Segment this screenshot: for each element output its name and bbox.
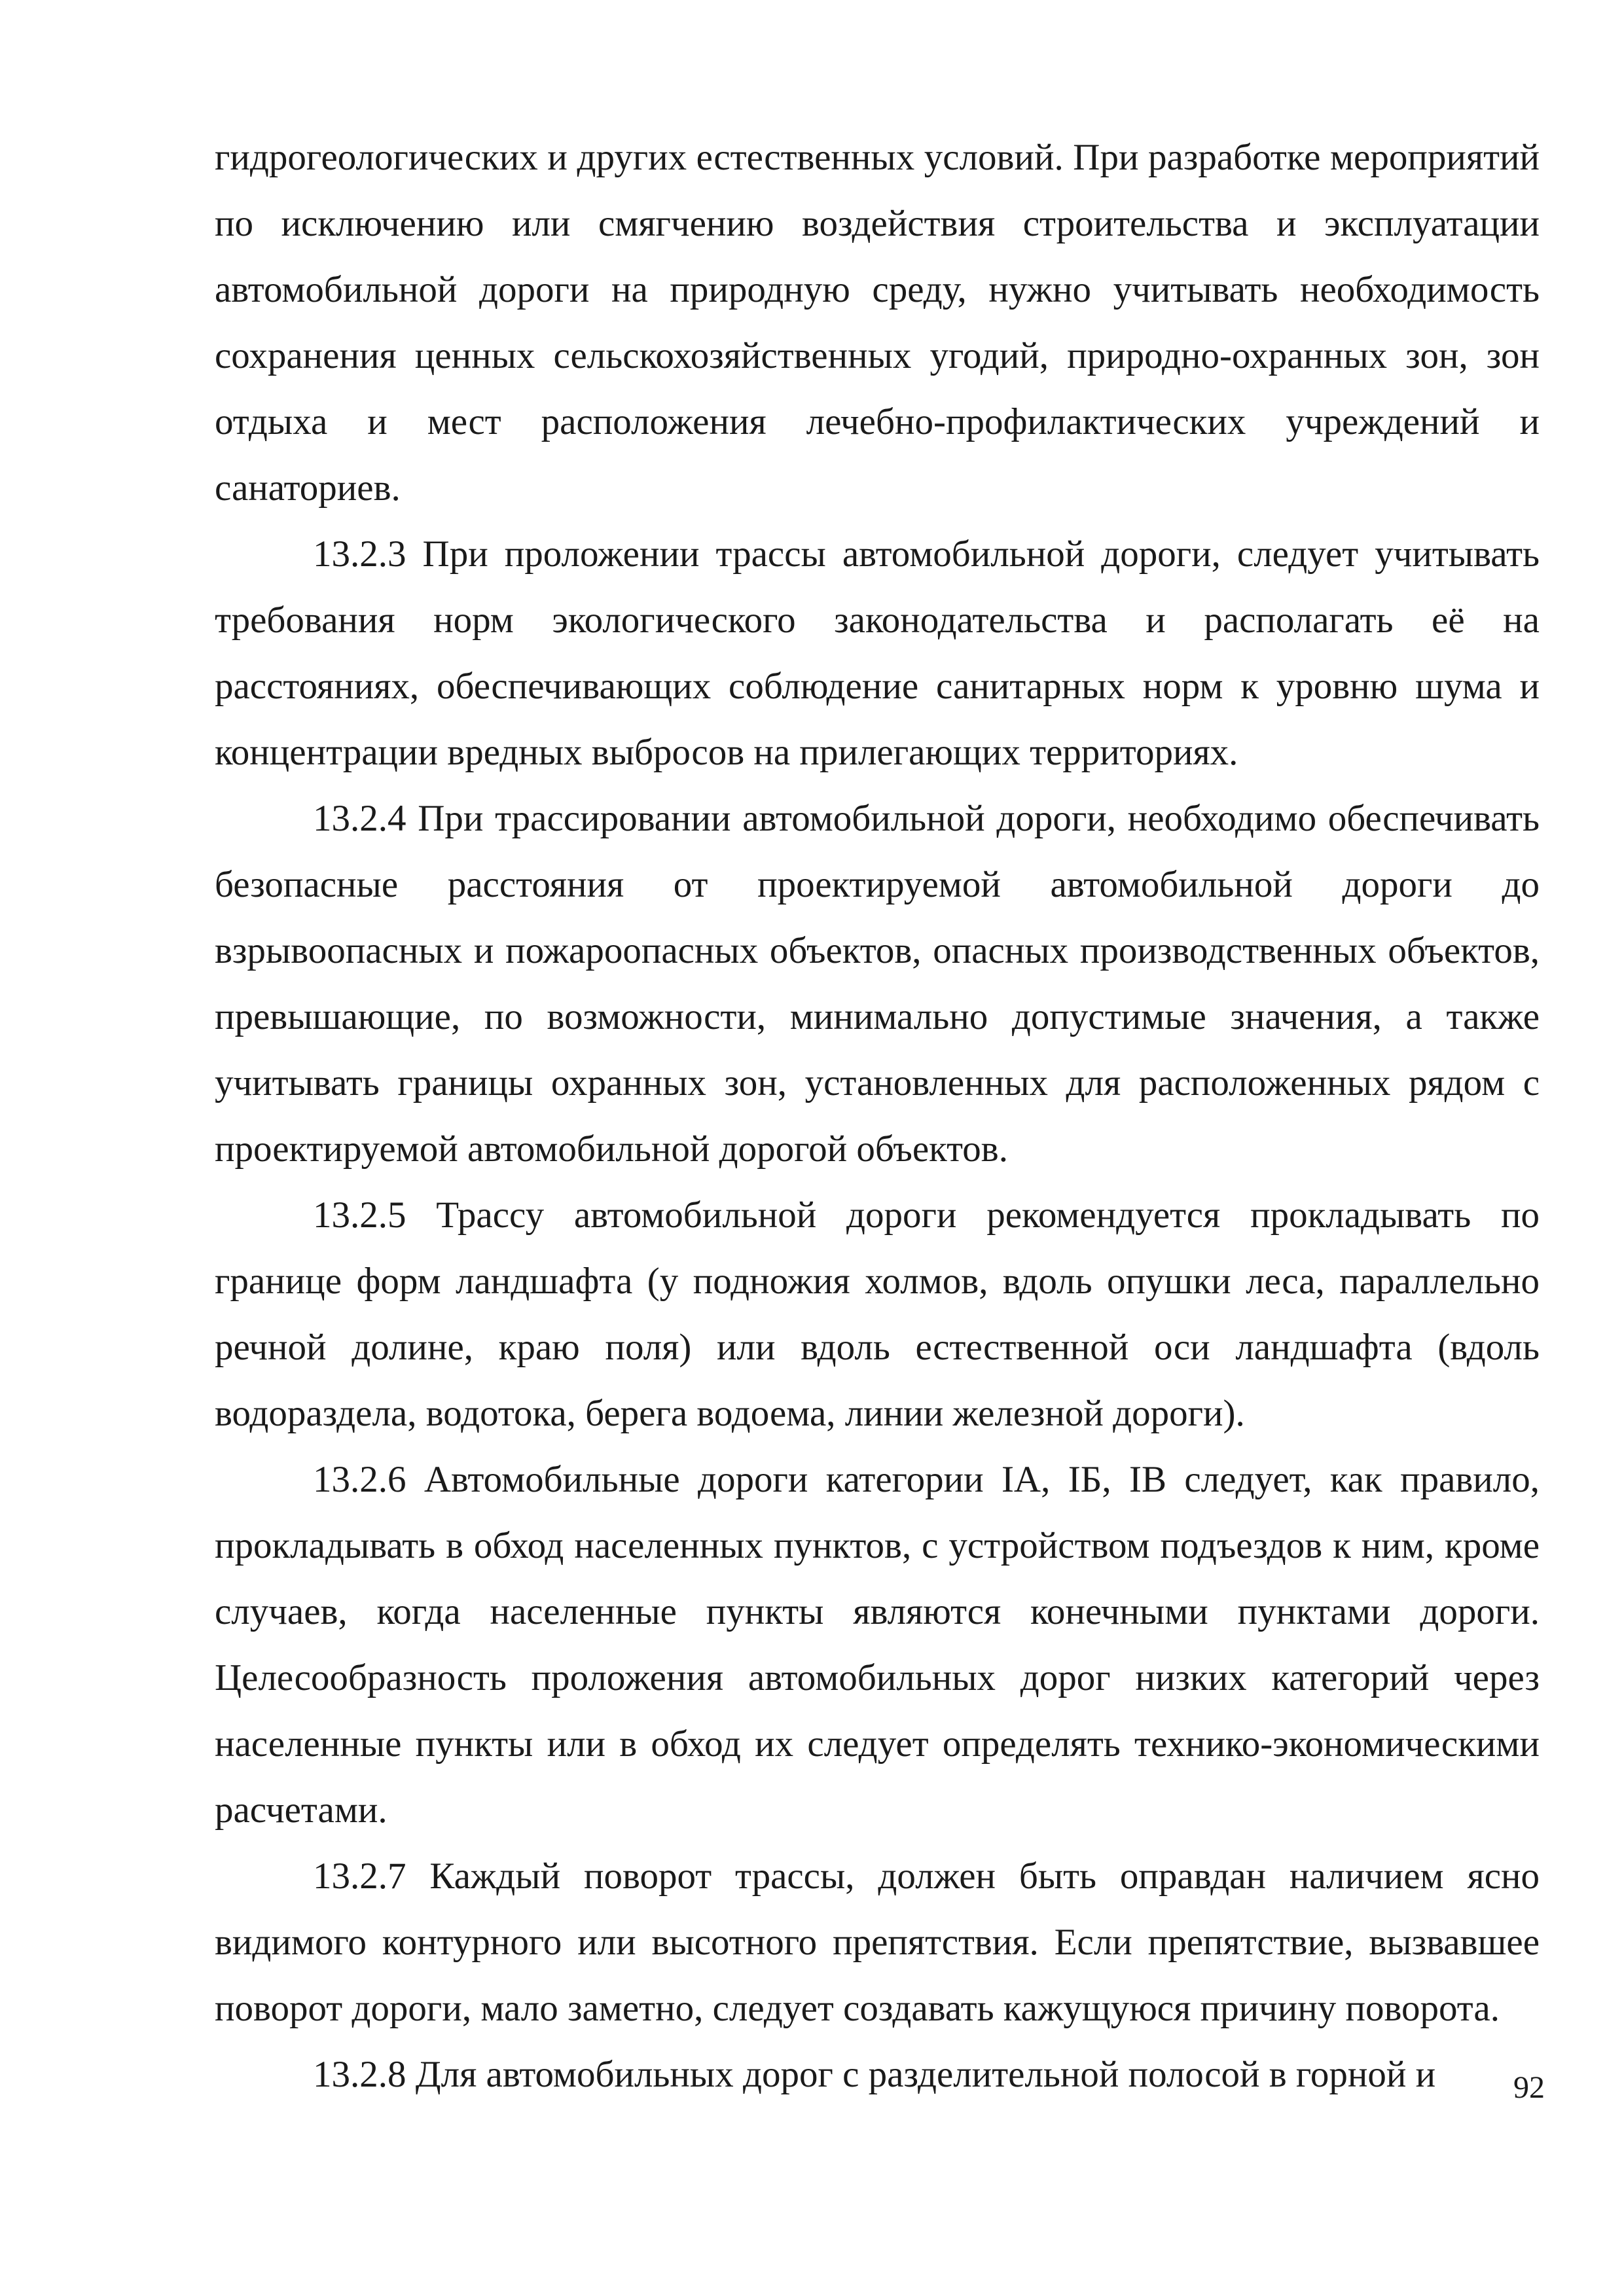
- paragraph-13-2-6: 13.2.6 Автомобильные дороги категории IА, IБ, IВ следует, как правило, прокладывать в обход населенных пунктов, с устройством подъездов к ним, кроме случаев, когда населенные пункты являются конечными пунктами дороги. Целесообразность проложения автомобильных дорог низких категорий через населенные пункты или в обход их следует определять технико-экономическими расчетами.: [215, 1459, 1540, 1831]
- paragraph-13-2-4: 13.2.4 При трассировании автомобильной дороги, необходимо обеспечивать безопасные расстояния от проектируемой автомобильной дороги до взрывоопасных и пожароопасных объектов, опасных производственных объектов, превышающие, по возможности, минимально допустимые значения, а также учитывать границы охранных зон, установленных для расположенных рядом с проектируемой автомобильной дорогой объектов.: [215, 798, 1540, 1170]
- paragraph-continuation: гидрогеологических и других естественных условий. При разработке мероприятий по исключению или смягчению воздействия строительства и эксплуатации автомобильной дороги на природную среду, нужно учитывать необходимость сохранения ценных сельскохозяйственных угодий, природно-охранных зон, зон отдыха и мест расположения лечебно-профилактических учреждений и санаториев.: [215, 137, 1540, 509]
- body-text: [215, 124, 1540, 2108]
- paragraph-13-2-5: 13.2.5 Трассу автомобильной дороги рекомендуется прокладывать по границе форм ландшафта (у подножия холмов, вдоль опушки леса, параллельно речной долине, краю поля) или вдоль естественной оси ландшафта (вдоль водораздела, водотока, берега водоема, линии железной дороги).: [215, 1194, 1540, 1434]
- paragraph-13-2-8: 13.2.8 Для автомобильных дорог с разделительной полосой в горной и: [313, 2054, 1436, 2095]
- paragraph-13-2-3: 13.2.3 При проложении трассы автомобильной дороги, следует учитывать требования норм экологического законодательства и располагать её на расстояниях, обеспечивающих соблюдение санитарных норм к уровню шума и концентрации вредных выбросов на прилегающих территориях.: [215, 533, 1540, 773]
- page-number: 92: [1513, 2070, 1545, 2105]
- paragraph-13-2-7: 13.2.7 Каждый поворот трассы, должен быть оправдан наличием ясно видимого контурного или высотного препятствия. Если препятствие, вызвавшее поворот дороги, мало заметно, следует создавать кажущуюся причину поворота.: [215, 1856, 1540, 2029]
